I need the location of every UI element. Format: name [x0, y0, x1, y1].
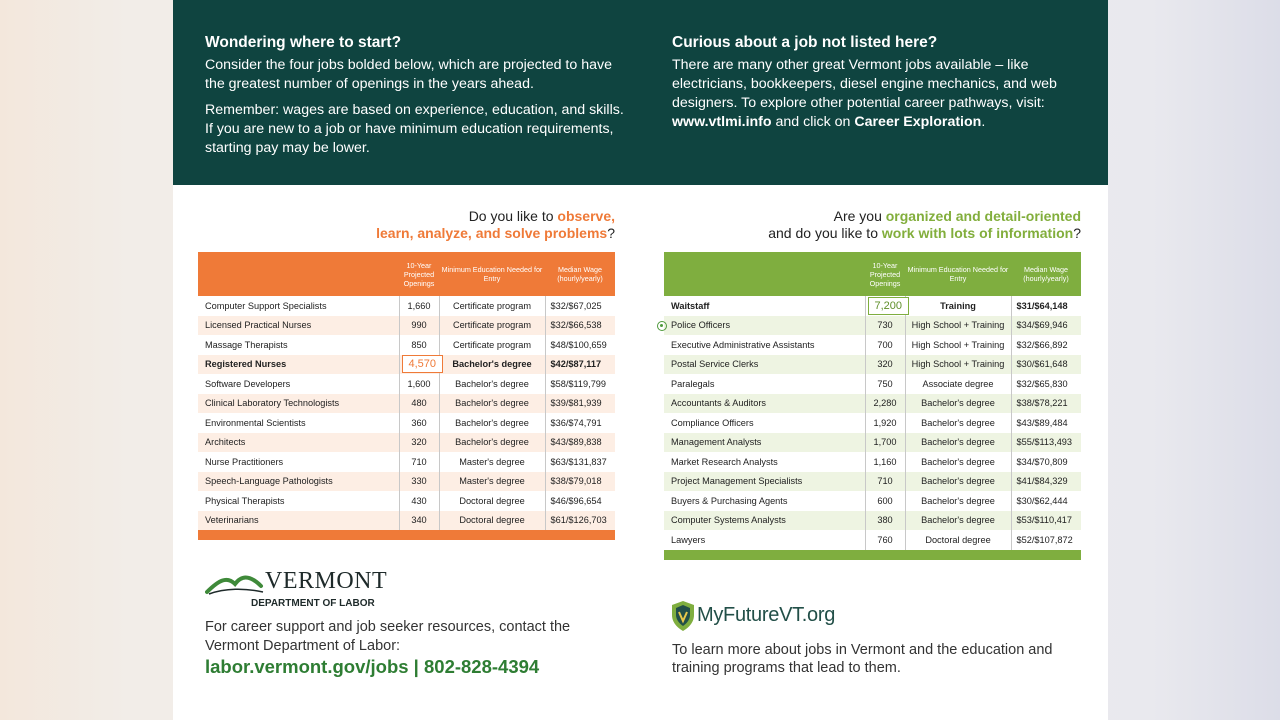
header-wage: Median Wage (hourly/yearly)	[1011, 252, 1081, 296]
openings-cell	[399, 394, 439, 414]
job-title-cell	[664, 355, 865, 375]
table-row	[198, 452, 615, 472]
table-row	[664, 433, 1081, 453]
vtlmi-link[interactable]: www.vtlmi.info	[672, 114, 772, 130]
table-row	[198, 316, 615, 336]
wage-cell: $43/$89,838	[545, 433, 615, 453]
openings-value: 430	[411, 495, 427, 506]
table-row	[198, 491, 615, 511]
wage-cell: $32/$66,538	[545, 316, 615, 336]
openings-value: 600	[877, 495, 893, 506]
openings-value: 1,160	[873, 456, 897, 467]
job-title: Massage Therapists	[205, 339, 288, 350]
table-row	[664, 335, 1081, 355]
flyer-page	[173, 0, 1108, 720]
openings-cell	[399, 355, 439, 375]
wage-cell: $36/$74,791	[550, 417, 602, 428]
banner-right-heading: Curious about a job not listed here?	[672, 34, 938, 51]
job-title-cell	[198, 413, 399, 433]
table-header-row	[664, 252, 1081, 296]
table-footer-bar	[664, 550, 1081, 560]
job-title-cell	[664, 433, 865, 453]
job-title: Police Officers	[671, 319, 731, 330]
wage-cell: $61/$126,703	[545, 511, 615, 531]
openings-value: 380	[877, 515, 893, 526]
job-title: Veterinarians	[205, 515, 259, 526]
wage-cell: $38/$79,018	[545, 472, 615, 492]
job-title-cell	[664, 413, 865, 433]
header-job	[198, 252, 399, 296]
right-question-highlight-2: work with lots of information	[881, 225, 1074, 241]
wage-cell: $52/$107,872	[1016, 534, 1073, 545]
wage-cell: $32/$67,025	[550, 300, 602, 311]
job-title-cell	[664, 452, 865, 472]
wage-cell: $32/$65,830	[1016, 378, 1068, 389]
info-banner	[173, 0, 1108, 185]
job-title-cell	[664, 335, 865, 355]
wage-cell: $38/$78,221	[1011, 394, 1081, 414]
observe-jobs-table	[198, 252, 615, 540]
openings-value: 1,920	[873, 417, 897, 428]
openings-value: 7,200	[868, 297, 910, 315]
education-cell: High School + Training	[905, 335, 1011, 355]
education-cell: High School + Training	[905, 316, 1011, 336]
job-title: Physical Therapists	[205, 495, 285, 506]
right-question-mid: and do you like to	[768, 225, 882, 241]
education-cell: Doctoral degree	[439, 491, 545, 511]
wage-cell: $55/$113,493	[1011, 433, 1081, 453]
table-row	[664, 511, 1081, 531]
wage-cell: $30/$61,648	[1011, 355, 1081, 375]
banner-left-column	[205, 34, 625, 165]
openings-cell	[865, 472, 905, 492]
education-cell: Doctoral degree	[439, 511, 545, 531]
wage-cell: $30/$62,444	[1016, 495, 1068, 506]
right-question	[663, 208, 1081, 242]
header-education: Minimum Education Needed for Entry	[905, 252, 1011, 296]
wage-cell: $31/$64,148	[1016, 300, 1068, 311]
openings-cell	[399, 491, 439, 511]
education-cell: Bachelor's degree	[439, 355, 545, 375]
education-cell: Bachelor's degree	[439, 394, 545, 414]
education-cell: Bachelor's degree	[905, 394, 1011, 414]
left-question-text: Do you like to	[468, 208, 558, 224]
job-title: Paralegals	[671, 378, 715, 389]
myfuturevt-shield-icon	[670, 600, 696, 632]
openings-value: 710	[411, 456, 427, 467]
education-cell: Bachelor's degree	[905, 511, 1011, 531]
openings-value: 750	[877, 378, 893, 389]
target-marker-icon	[657, 321, 667, 331]
education-cell: Certificate program	[439, 316, 545, 336]
right-question-text: Are you	[833, 208, 886, 224]
table-row	[664, 472, 1081, 492]
header-wage: Median Wage (hourly/yearly)	[545, 252, 615, 296]
left-question-highlight-1: observe,	[557, 208, 615, 224]
table-row	[664, 452, 1081, 472]
table-row	[198, 472, 615, 492]
education-cell: Master's degree	[439, 452, 545, 472]
wage-cell: $32/$66,892	[1016, 339, 1068, 350]
table-row	[198, 511, 615, 531]
education-cell: Bachelor's degree	[905, 433, 1011, 453]
wage-cell: $63/$131,837	[550, 456, 607, 467]
banner-right-text: There are many other great Vermont jobs available – like electricians, bookkeepers, diesel engine mechanics, and web designers. To explore other potential career pathways, visit:	[672, 57, 1057, 111]
job-title-cell	[198, 472, 399, 492]
job-title: Nurse Practitioners	[205, 456, 284, 467]
right-question-highlight-1: organized and detail-oriented	[885, 208, 1081, 224]
vermont-labor-link[interactable]: labor.vermont.gov/jobs | 802-828-4394	[205, 656, 540, 677]
openings-cell	[865, 452, 905, 472]
education-cell: Bachelor's degree	[439, 433, 545, 453]
banner-left-paragraph-2: Remember: wages are based on experience, education, and skills. If you are new to a job or have minimum education requirements, starting pay may be lower.	[205, 102, 624, 156]
table-row	[664, 355, 1081, 375]
table-row	[664, 413, 1081, 433]
openings-cell	[399, 374, 439, 394]
openings-value: 850	[411, 339, 427, 350]
education-cell: Bachelor's degree	[905, 472, 1011, 492]
openings-cell	[399, 413, 439, 433]
education-cell: Bachelor's degree	[905, 491, 1011, 511]
table-row	[198, 394, 615, 414]
openings-cell	[399, 433, 439, 453]
openings-cell	[865, 316, 905, 336]
openings-cell	[399, 316, 439, 336]
job-title: Registered Nurses	[205, 359, 287, 370]
openings-value: 320	[877, 359, 893, 370]
openings-cell	[865, 491, 905, 511]
job-title-cell	[198, 511, 399, 531]
banner-left-paragraph-1: Consider the four jobs bolded below, which are projected to have the greatest number of openings in the years ahead.	[205, 57, 612, 92]
header-job	[664, 252, 865, 296]
job-title: Computer Support Specialists	[205, 300, 327, 311]
openings-cell	[865, 296, 905, 316]
table-row	[198, 413, 615, 433]
education-cell: Bachelor's degree	[905, 452, 1011, 472]
wage-cell: $58/$119,799	[550, 378, 607, 389]
openings-value: 990	[411, 320, 427, 331]
openings-value: 360	[411, 417, 427, 428]
wage-cell: $41/$84,329	[1011, 472, 1081, 492]
job-title: Waitstaff	[671, 300, 710, 311]
openings-value: 340	[411, 515, 427, 526]
job-title: Speech-Language Pathologists	[205, 476, 333, 487]
job-title-cell	[664, 296, 865, 316]
education-cell: Master's degree	[439, 472, 545, 492]
table-row	[664, 394, 1081, 414]
myfuturevt-wordmark[interactable]: MyFutureVT.org	[697, 604, 836, 626]
openings-value: 1,660	[407, 300, 431, 311]
openings-cell	[399, 296, 439, 316]
job-title-cell	[198, 296, 399, 316]
table-row	[198, 433, 615, 453]
openings-value: 1,600	[407, 378, 431, 389]
table-row	[664, 296, 1081, 316]
job-title: Environmental Scientists	[205, 417, 306, 428]
table-row	[664, 530, 1081, 550]
job-title-cell	[664, 316, 865, 336]
education-cell: Doctoral degree	[905, 530, 1011, 550]
openings-cell	[399, 452, 439, 472]
job-title-cell	[664, 394, 865, 414]
job-title: Executive Administrative Assistants	[671, 339, 815, 350]
job-title-cell	[664, 472, 865, 492]
career-exploration-link[interactable]: Career Exploration	[854, 114, 982, 130]
job-title-cell	[198, 355, 399, 375]
education-cell: High School + Training	[905, 355, 1011, 375]
job-title-cell	[664, 491, 865, 511]
wage-cell: $34/$69,946	[1011, 316, 1081, 336]
job-title-cell	[198, 394, 399, 414]
openings-cell	[865, 394, 905, 414]
openings-cell	[865, 511, 905, 531]
job-title: Computer Systems Analysts	[671, 515, 786, 526]
wage-cell: $34/$70,809	[1016, 456, 1068, 467]
openings-cell	[865, 413, 905, 433]
left-question	[197, 208, 615, 242]
table-footer-bar	[198, 530, 615, 540]
openings-value: 700	[877, 339, 893, 350]
organized-jobs-table	[664, 252, 1081, 560]
table-row	[664, 491, 1081, 511]
openings-cell	[399, 472, 439, 492]
right-question-end: ?	[1073, 225, 1081, 241]
openings-value: 320	[411, 437, 427, 448]
job-title: Software Developers	[205, 378, 291, 389]
banner-right-end: .	[981, 114, 986, 130]
openings-value: 760	[877, 534, 893, 545]
left-question-highlight-2: learn, analyze, and solve problems	[376, 225, 608, 241]
job-title-cell	[198, 374, 399, 394]
openings-cell	[865, 335, 905, 355]
openings-cell	[865, 374, 905, 394]
table-row	[198, 296, 615, 316]
education-cell: Certificate program	[439, 296, 545, 316]
job-title-cell	[198, 335, 399, 355]
job-title: Market Research Analysts	[671, 456, 778, 467]
table-header-row	[198, 252, 615, 296]
openings-cell	[865, 530, 905, 550]
banner-right-column	[672, 34, 1082, 139]
openings-cell	[399, 335, 439, 355]
job-title: Postal Service Clerks	[671, 359, 759, 370]
job-title-cell	[198, 491, 399, 511]
openings-cell	[865, 433, 905, 453]
openings-value: 2,280	[873, 398, 897, 409]
wage-cell: $53/$110,417	[1011, 511, 1081, 531]
wage-cell: $39/$81,939	[545, 394, 615, 414]
vermont-wordmark: VERMONT	[265, 568, 388, 594]
wage-cell: $43/$89,484	[1016, 417, 1068, 428]
department-of-labor-label: DEPARTMENT OF LABOR	[251, 598, 375, 609]
table-row	[664, 316, 1081, 336]
job-title: Architects	[205, 437, 246, 448]
openings-value: 730	[877, 320, 893, 331]
header-openings: 10-Year Projected Openings	[865, 252, 905, 296]
job-title-cell	[198, 316, 399, 336]
openings-value: 1,700	[873, 437, 897, 448]
job-title: Compliance Officers	[671, 417, 754, 428]
table-row	[198, 335, 615, 355]
myfuturevt-info: To learn more about jobs in Vermont and the education and training programs that lead to them.	[672, 642, 1053, 676]
job-title: Licensed Practical Nurses	[205, 320, 312, 331]
openings-value: 330	[411, 476, 427, 487]
education-cell: Bachelor's degree	[439, 413, 545, 433]
education-cell: Certificate program	[439, 335, 545, 355]
table-row	[198, 374, 615, 394]
banner-left-heading: Wondering where to start?	[205, 34, 402, 51]
table-row	[198, 355, 615, 375]
wage-cell: $46/$96,654	[550, 495, 602, 506]
left-question-end: ?	[607, 225, 615, 241]
job-title-cell	[664, 374, 865, 394]
job-title-cell	[198, 433, 399, 453]
vermont-contact-info: For career support and job seeker resources, contact the Vermont Department of Labor:	[205, 619, 571, 654]
education-cell: Bachelor's degree	[439, 374, 545, 394]
table-row	[664, 374, 1081, 394]
banner-right-paragraph	[672, 56, 1082, 132]
openings-cell	[865, 355, 905, 375]
openings-cell	[399, 511, 439, 531]
job-title: Project Management Specialists	[671, 476, 803, 487]
job-title: Lawyers	[671, 534, 706, 545]
banner-right-mid: and click on	[771, 114, 855, 130]
wage-cell: $42/$87,117	[545, 355, 615, 375]
job-title-cell	[198, 452, 399, 472]
job-title: Clinical Laboratory Technologists	[205, 398, 340, 409]
header-education: Minimum Education Needed for Entry	[439, 252, 545, 296]
wage-cell: $48/$100,659	[550, 339, 607, 350]
job-title-cell	[664, 511, 865, 531]
job-title-cell	[664, 530, 865, 550]
education-cell: Training	[905, 296, 1011, 316]
header-openings: 10-Year Projected Openings	[399, 252, 439, 296]
openings-value: 710	[877, 476, 893, 487]
openings-value: 4,570	[402, 355, 444, 373]
education-cell: Bachelor's degree	[905, 413, 1011, 433]
job-title: Buyers & Purchasing Agents	[671, 495, 788, 506]
job-title: Management Analysts	[671, 437, 762, 448]
education-cell: Associate degree	[905, 374, 1011, 394]
openings-value: 480	[411, 398, 427, 409]
job-title: Accountants & Auditors	[671, 398, 766, 409]
